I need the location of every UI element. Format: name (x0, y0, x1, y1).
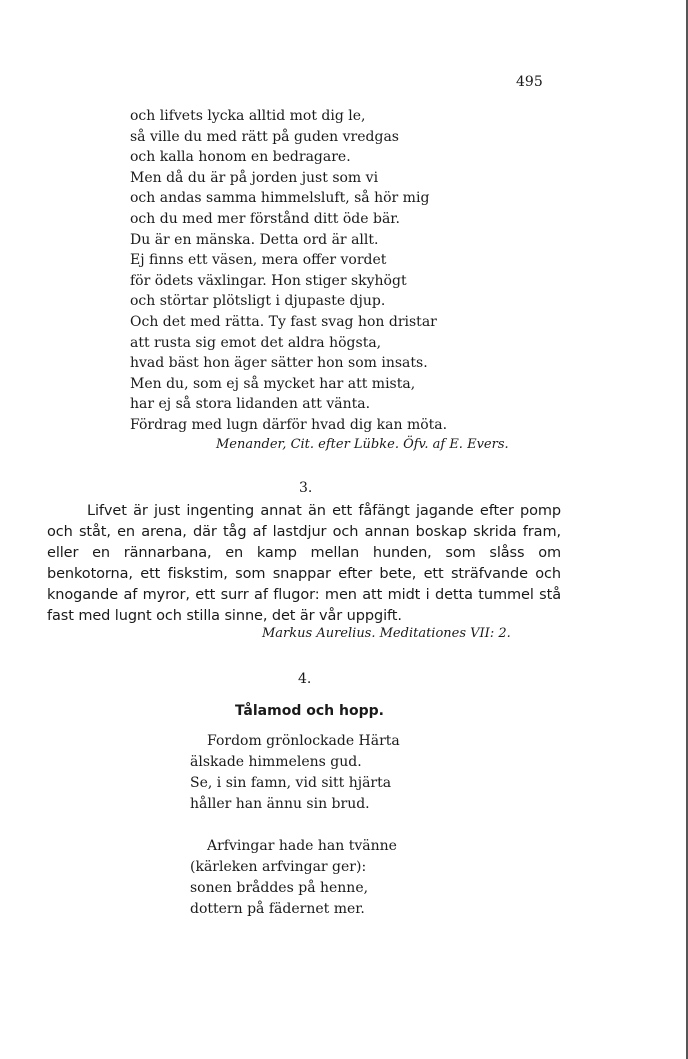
verse-line: att rusta sig emot det aldra högsta, (130, 334, 382, 351)
section3-attribution: Markus Aurelius. Meditationes VII: 2. (262, 626, 511, 641)
verse-line: Ej finns ett väsen, mera offer vordet (130, 252, 387, 269)
verse-line: dottern på fädernet mer. (190, 901, 365, 917)
verse-line: håller han ännu sin brud. (190, 796, 370, 812)
page-number: 495 (516, 74, 543, 90)
verse-line: hvad bäst hon äger sätter hon som insats. (130, 355, 428, 372)
verse-line: sonen bråddes på henne, (190, 880, 369, 896)
section3-number: 3. (299, 480, 313, 496)
verse-line: för ödets växlingar. Hon stiger skyhögt (130, 272, 407, 289)
verse-line: älskade himmelens gud. (190, 754, 362, 770)
stanza-2 (190, 836, 397, 920)
verse-line: Fordom grönlockade Härta (207, 733, 400, 749)
verse-line: Och det med rätta. Ty fast svag hon dristar (130, 313, 437, 330)
verse-line: så ville du med rätt på guden vredgas (130, 128, 399, 145)
section4-title: Tålamod och hopp. (235, 703, 384, 719)
verse-line: Arfvingar hade han tvänne (207, 838, 397, 854)
stanza-1 (190, 731, 400, 815)
section3-paragraph: Lifvet är just ingenting annat än ett fåfängt jagande efter pomp och ståt, en arena, där tåg af lastdjur och annan boskap skrida fram, eller en rännarbana, en kamp mellan hunden, som slåss om benkotorna, ett fiskstim, som snappar efter bete, ett sträfvande och knogande af myror, ett surr af flugor: men att midt i detta tummel stå fast med lugnt och stilla sinne, det är vår uppgift. (47, 503, 561, 624)
verse-line: och kalla honom en bedragare. (130, 149, 351, 166)
verse-line: Men du, som ej så mycket har att mista, (130, 375, 416, 392)
verse-line: (kärleken arfvingar ger): (190, 859, 367, 875)
verse-line: Du är en mänska. Detta ord är allt. (130, 231, 379, 248)
verse-line: Men då du är på jorden just som vi (130, 169, 379, 186)
verse-line: och andas samma himmelsluft, så hör mig (130, 190, 430, 207)
poem1-attribution: Menander, Cit. efter Lübke. Öfv. af E. Evers. (216, 437, 509, 452)
verse-line: har ej så stora lidanden att vänta. (130, 396, 371, 413)
poem1-verse (130, 106, 447, 436)
verse-line: och lifvets lycka alltid mot dig le, (130, 108, 366, 124)
section4-number: 4. (298, 671, 312, 687)
verse-line: Se, i sin famn, vid sitt hjärta (190, 775, 392, 791)
verse-line: Fördrag med lugn därför hvad dig kan möta. (130, 416, 448, 433)
verse-line: och störtar plötsligt i djupaste djup. (130, 293, 386, 310)
verse-line: och du med mer förstånd ditt öde bär. (130, 210, 400, 227)
